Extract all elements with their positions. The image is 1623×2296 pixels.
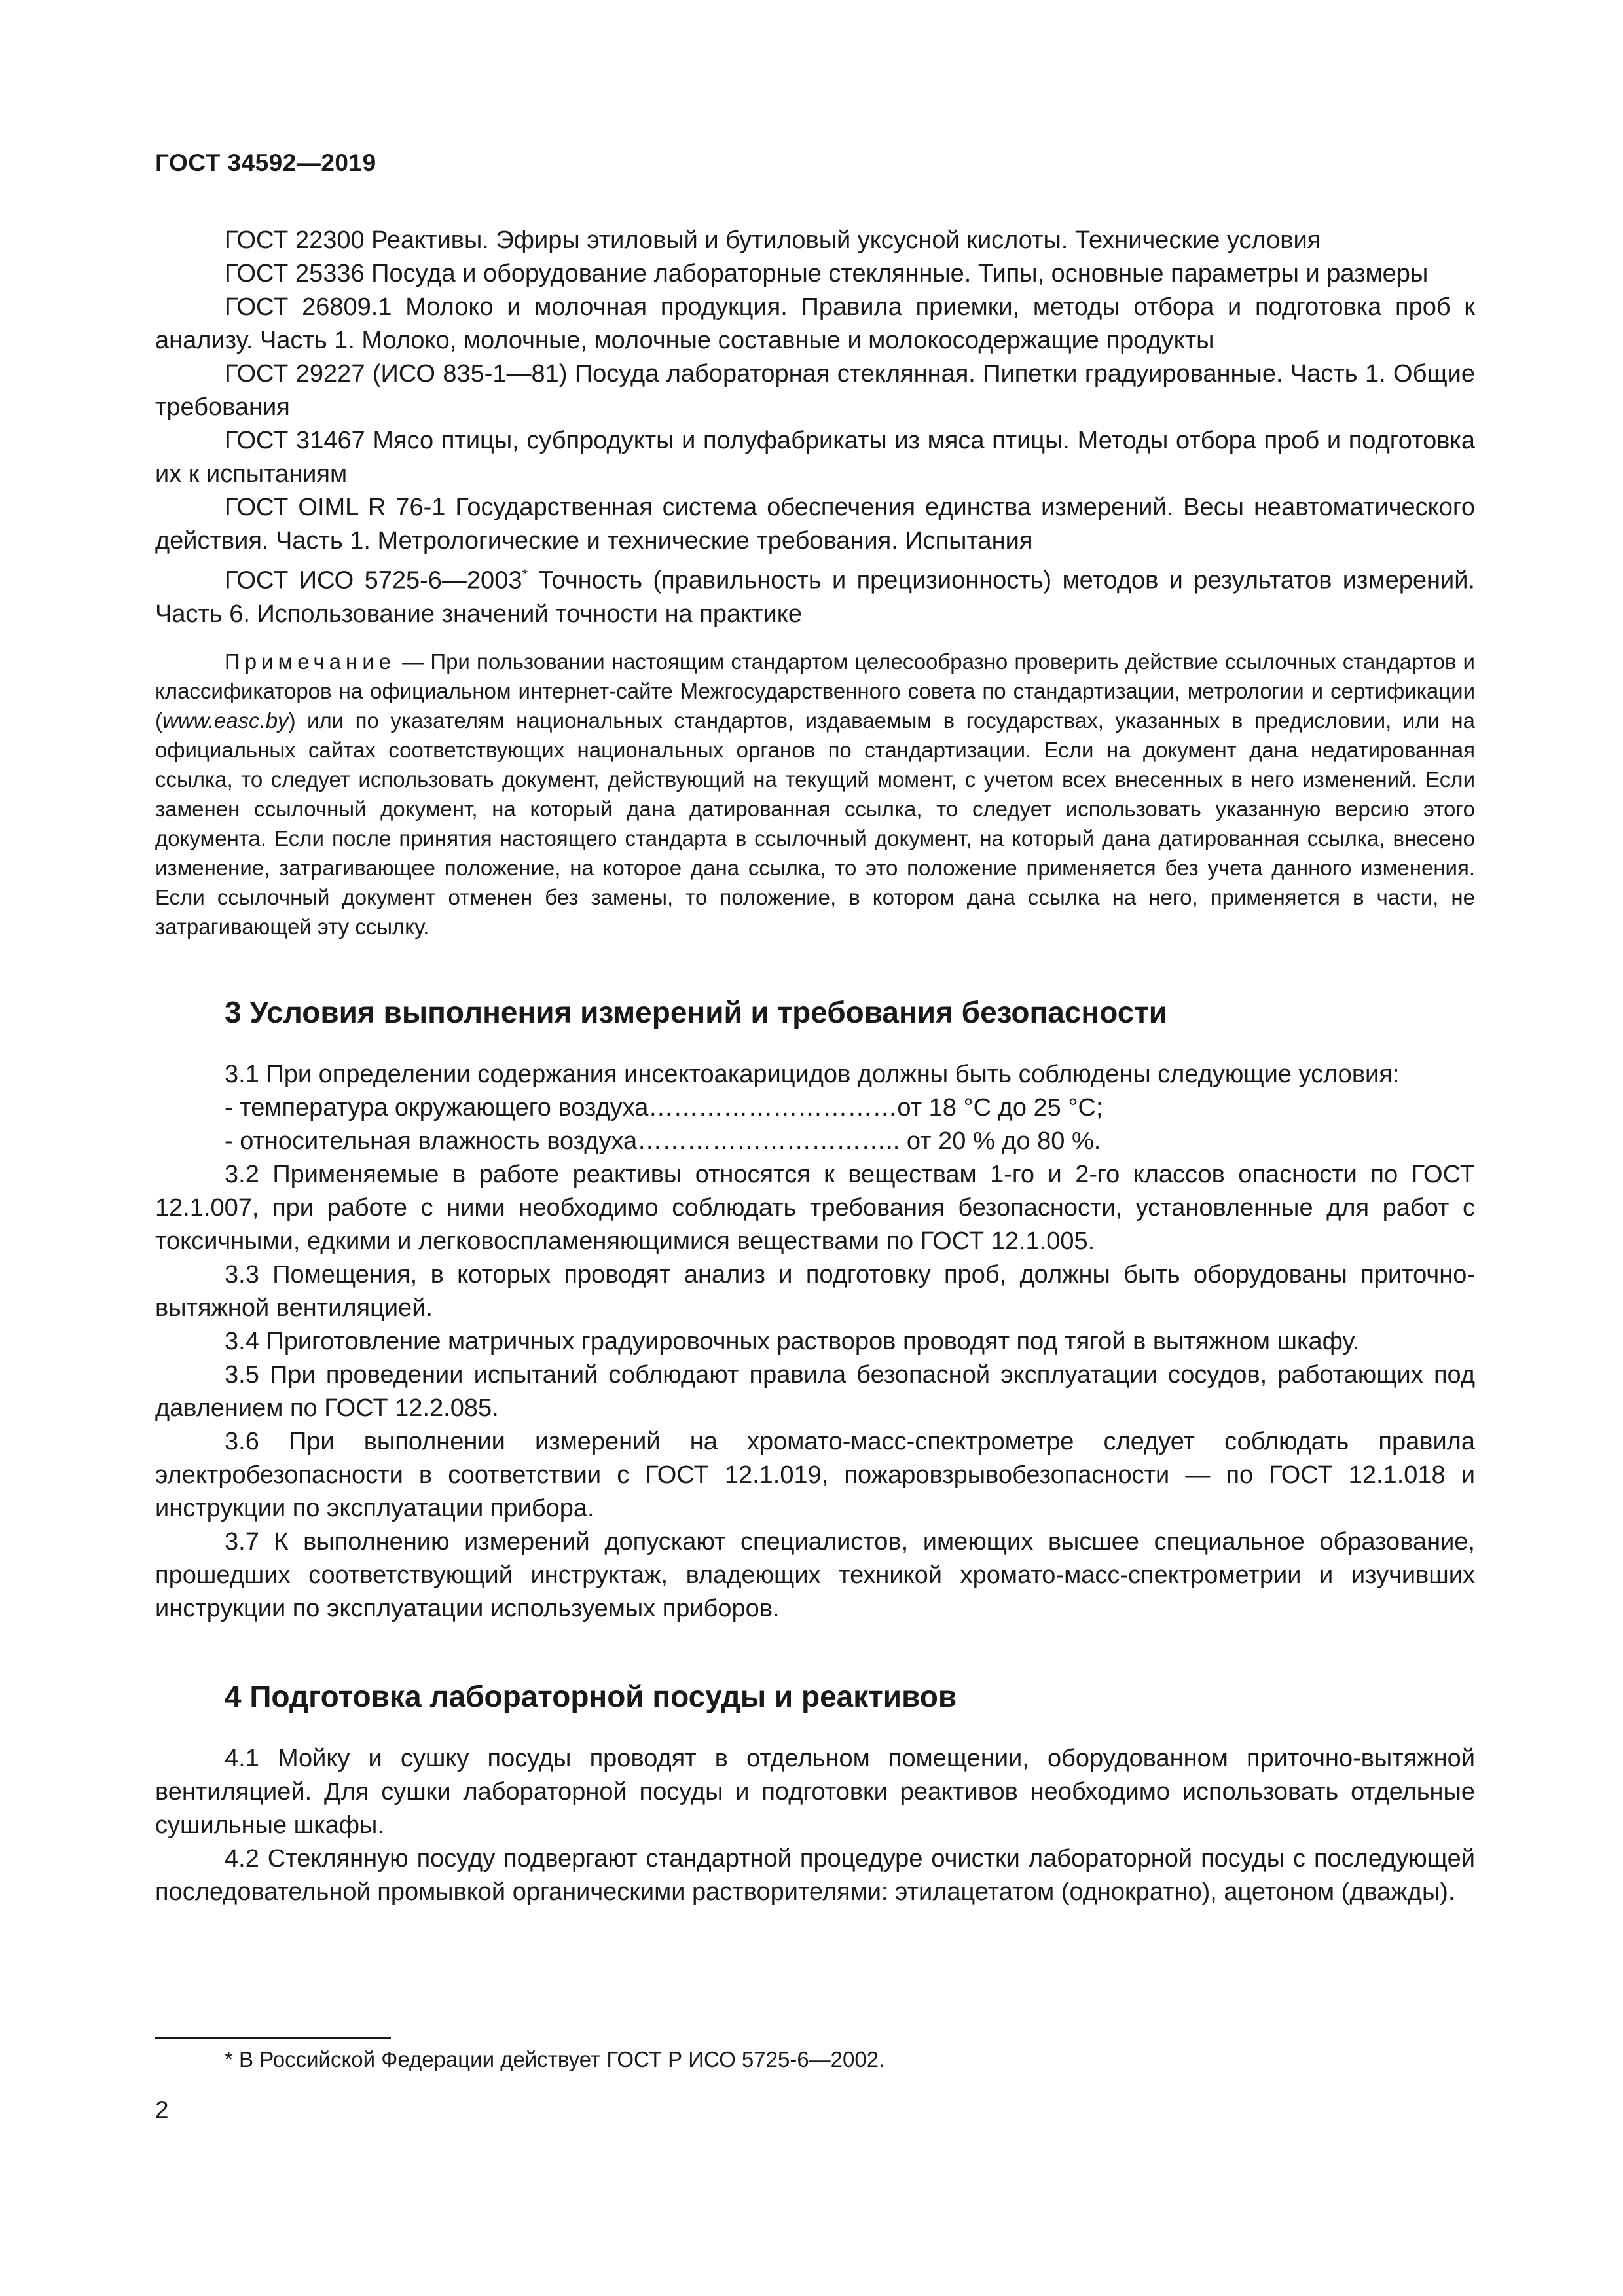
paragraph-4-2: 4.2 Стеклянную посуду подвергают стандартной процедуре очистки лабораторной посуды с последующей последовательной промывкой органическими растворителями: этилацетатом (однократно), ацетоном (дважды). xyxy=(155,1844,1475,1906)
paragraph-3-2: 3.2 Применяемые в работе реактивы относятся к веществам 1-го и 2-го классов опасности по ГОСТ 12.1.007, при работе с ними необходимо соблюдать требования безопасности, установленные для работ с токсичными, едкими и легковоспламеняющимися веществами по ГОСТ 12.1.005. xyxy=(155,1160,1475,1255)
reference-item: ГОСТ 22300 Реактивы. Эфиры этиловый и бутиловый уксусной кислоты. Технические условия xyxy=(225,227,1321,254)
reference-item: ГОСТ OIML R 76-1 Государственная система обеспечения единства измерений. Весы неавтоматического действия. Часть 1. Метрологические и технические требования. Испытания xyxy=(155,494,1475,555)
paragraph-3-3: 3.3 Помещения, в которых проводят анализ и подготовку проб, должны быть оборудованы приточно-вытяжной вентиляцией. xyxy=(155,1260,1475,1322)
condition-humidity: - относительная влажность воздуха………………………….. от 20 % до 80 %. xyxy=(225,1127,1101,1155)
footnote: * В Российской Федерации действует ГОСТ Р ИСО 5725-6—2002. xyxy=(225,2047,885,2071)
paragraph-3-1: 3.1 При определении содержания инсектоакарицидов должны быть соблюдены следующие условия: xyxy=(225,1060,1400,1088)
document-header: ГОСТ 34592—2019 xyxy=(155,149,376,176)
reference-item: ГОСТ 25336 Посуда и оборудование лабораторные стеклянные. Типы, основные параметры и размеры xyxy=(225,260,1429,287)
note-site-link[interactable]: www.easc.by xyxy=(162,708,289,733)
paragraph-4-1: 4.1 Мойку и сушку посуды проводят в отдельном помещении, оборудованном приточно-вытяжной вентиляцией. Для сушки лабораторной посуды и подготовки реактивов необходимо использовать отдельные сушильные шкафы. xyxy=(155,1744,1475,1839)
reference-item: ГОСТ 31467 Мясо птицы, субпродукты и полуфабрикаты из мяса птицы. Методы отбора проб и подготовка их к испытаниям xyxy=(155,427,1475,488)
footnote-divider xyxy=(155,2037,391,2039)
reference-item: ГОСТ 29227 (ИСО 835-1—81) Посуда лабораторная стеклянная. Пипетки градуированные. Часть 1. Общие требования xyxy=(155,360,1475,421)
document-body xyxy=(155,224,1475,1909)
reference-item: ГОСТ 26809.1 Молоко и молочная продукция. Правила приемки, методы отбора и подготовка проб к анализу. Часть 1. Молоко, молочные, молочные составные и молокосодержащие продукты xyxy=(155,293,1475,354)
paragraph-3-4: 3.4 Приготовление матричных градуировочных растворов проводят под тягой в вытяжном шкафу. xyxy=(225,1327,1360,1355)
section-3-heading: 3 Условия выполнения измерений и требования безопасности xyxy=(225,994,1168,1029)
note-label: Примечание xyxy=(225,649,396,674)
paragraph-3-7: 3.7 К выполнению измерений допускают специалистов, имеющих высшее специальное образование, прошедших соответствующий инструктаж, владеющих техникой хромато-масс-спектрометрии и изучивших инструкции по эксплуатации используемых приборов. xyxy=(155,1527,1475,1622)
paragraph-3-6: 3.6 При выполнении измерений на хромато-масс-спектрометре следует соблюдать правила электробезопасности в соответствии с ГОСТ 12.1.019, пожаровзрывобезопасности — по ГОСТ 12.1.018 и инструкции по эксплуатации прибора. xyxy=(155,1427,1475,1522)
section-4-heading: 4 Подготовка лабораторной посуды и реактивов xyxy=(225,1679,957,1713)
paragraph-3-5: 3.5 При проведении испытаний соблюдают правила безопасной эксплуатации сосудов, работающих под давлением по ГОСТ 12.2.085. xyxy=(155,1360,1475,1422)
reference-code: ГОСТ ИСО 5725-6—2003 xyxy=(225,566,522,594)
note-text-part2: ) или по указателям национальных стандартов, издаваемым в государствах, указанных в предисловии, или на официальных сайтах соответствующих национальных органов по стандартизации. Если на документ дана недатированная ссылка, то следует использовать документ, действующий на текущий момент, с учетом всех внесенных в него изменений. Если заменен ссылочный документ, на который дана датированная ссылка, то следует использовать указанную версию этого документа. Если после принятия настоящего стандарта в ссылочный документ, на который дана датированная ссылка, внесено изменение, затрагивающее положение, на которое дана ссылка, то это положение применяется без учета данного изменения. Если ссылочный документ отменен без замены, то положение, в котором дана ссылка на него, применяется в части, не затрагивающей эту ссылку. xyxy=(155,708,1475,939)
page-number: 2 xyxy=(155,2096,169,2123)
reference-item xyxy=(155,558,1475,631)
reference-text: Точность (правильность и прецизионность) методов и результатов измерений. Часть 6. Использование значений точности на практике xyxy=(155,566,1475,628)
normative-references-list xyxy=(155,224,1475,631)
condition-temperature: - температура окружающего воздуха…………………………от 18 °С до 25 °С; xyxy=(225,1093,1103,1121)
footnote-mark: * xyxy=(522,566,528,583)
note-paragraph xyxy=(155,647,1475,941)
note-text-part1: — При пользовании настоящим стандартом целесообразно проверить действие ссылочных стандартов и классификаторов на официальном интернет-сайте Межгосударственного совета по стандартизации, метрологии и сертификации ( xyxy=(155,649,1475,733)
